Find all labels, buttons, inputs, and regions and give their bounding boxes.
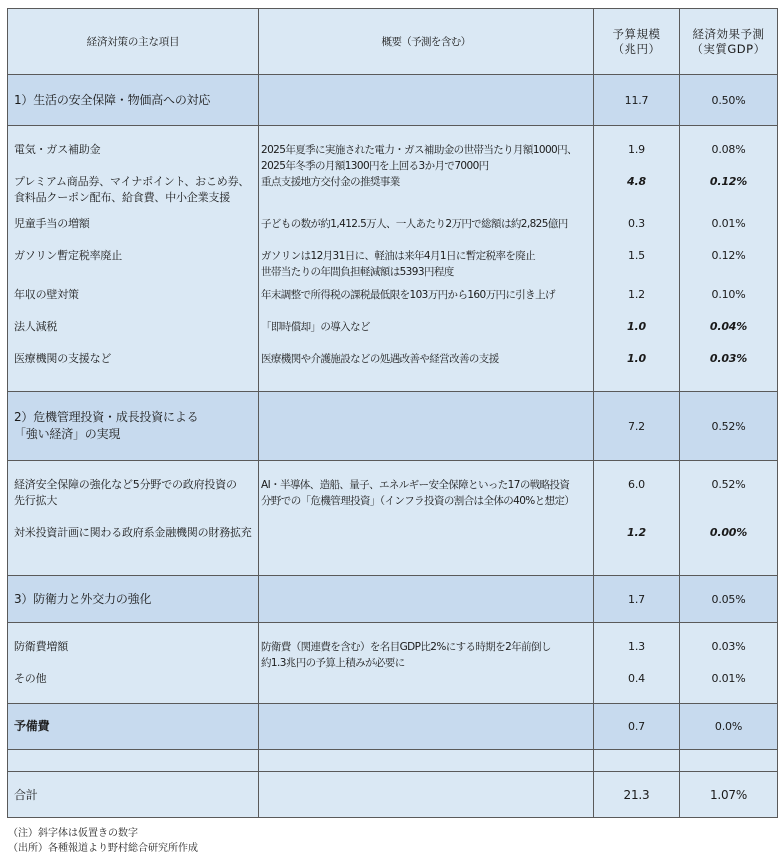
header-effect-line2: （実質GDP） [691,41,766,56]
reserve-summary-empty [259,704,594,750]
item-summary-line1: 医療機関や介護施設などの処遇改善や経営改善の支援 [261,353,499,365]
spacer-cell [8,750,259,772]
item-summary-line1: AI・半導体、造船、量子、エネルギー安全保障といった17の戦略投資 [261,479,570,491]
item-name [14,351,258,391]
section-summary-empty [259,392,594,461]
item-summary [261,319,593,351]
header-effect [680,9,778,75]
section-items-row [8,623,778,704]
item-names [8,126,259,392]
item-effect: 0.01% [711,672,746,685]
item-summary-line2: 約1.3兆円の予算上積みが必要に [261,657,405,669]
section-row [8,75,778,126]
item-summary [261,142,593,174]
item-summary-line1: 防衛費（関連費を含む）を名目GDP比2%にする時期を2年前倒し [261,641,551,653]
section-budget: 1.7 [594,576,680,623]
item-effect: 0.04% [709,320,748,333]
item-name-line1: 対米投資計画に関わる政府系金融機関の財務拡充 [14,526,252,539]
header-effect-line1: 経済効果予測 [692,26,765,41]
spacer-cell [594,750,680,772]
item-budget: 6.0 [628,478,645,491]
item-names [8,623,259,704]
section-title-line1: 3）防衛力と外交力の強化 [14,591,152,606]
item-name [14,216,258,248]
item-effect: 0.00% [709,526,748,539]
reserve-budget: 0.7 [594,704,680,750]
section-effect: 0.05% [680,576,778,623]
note-italic: （注）斜字体は仮置きの数字 [8,828,138,839]
footnotes [8,826,198,856]
item-summary [261,671,593,703]
item-budget: 1.0 [627,320,646,333]
item-effect: 0.10% [711,288,746,301]
section-title-line2: 「強い経済」の実現 [14,427,121,441]
header-item: 経済対策の主な項目 [8,9,259,75]
item-name [14,525,258,575]
item-name-line1: プレミアム商品券、マイナポイント、おこめ券、 [14,175,250,188]
item-budget: 1.9 [628,143,645,156]
item-name-line1: 防衛費増額 [14,640,68,653]
item-summary-line1: 子どもの数が約1,412.5万人、一人あたり2万円で総額は約2,825億円 [261,218,568,230]
item-summary-line2: 2025年冬季の月額1300円を上回る3か月で7000円 [261,160,489,172]
item-effect: 0.52% [711,478,746,491]
reserve-row [8,704,778,750]
item-summary [261,639,593,671]
item-summary [261,174,593,216]
section-summary-empty [259,75,594,126]
section-row [8,576,778,623]
total-label: 合計 [8,772,259,818]
section-budget: 7.2 [594,392,680,461]
total-budget: 21.3 [594,772,680,818]
item-budget: 0.4 [628,672,645,685]
section-title [8,75,259,126]
item-effects [680,461,778,576]
item-summary [261,477,593,525]
item-effects [680,623,778,704]
note-source: （出所）各種報道より野村総合研究所作成 [8,843,198,854]
total-effect: 1.07% [680,772,778,818]
section-items-row [8,461,778,576]
item-budget: 1.2 [628,288,645,301]
item-budget: 1.5 [628,249,645,262]
item-summary-line1: 「即時償却」の導入など [261,321,370,333]
spacer-cell [680,750,778,772]
item-name [14,142,258,174]
item-name-line2: 先行拡大 [14,494,58,507]
header-budget-line2: （兆円） [612,41,661,56]
item-name [14,477,258,525]
item-name [14,287,258,319]
item-budgets [594,126,680,392]
section-title [8,392,259,461]
spacer-row [8,750,778,772]
item-name-line1: 経済安全保障の強化など5分野での政府投資の [14,478,237,491]
item-effect: 0.08% [711,143,746,156]
item-name-line1: その他 [14,672,47,685]
item-budget: 0.3 [628,217,645,230]
item-effect: 0.12% [709,175,748,188]
item-name-line1: 年収の壁対策 [14,288,79,301]
item-summary [261,351,593,391]
item-effect: 0.12% [711,249,746,262]
item-effects [680,126,778,392]
item-effect: 0.03% [711,640,746,653]
item-summaries [259,126,594,392]
item-budgets [594,461,680,576]
item-name [14,248,258,287]
item-name-line1: 児童手当の増額 [14,217,90,230]
item-summary-line2: 世帯当たりの年間負担軽減額は5393円程度 [261,266,454,278]
item-budget: 4.8 [627,175,646,188]
item-summary [261,287,593,319]
economic-measures-table [7,8,778,818]
item-budget: 1.2 [627,526,646,539]
item-effect: 0.01% [711,217,746,230]
item-name-line2: 食料品クーポン配布、給食費、中小企業支援 [14,191,230,204]
item-budgets [594,623,680,704]
total-row [8,772,778,818]
item-summary-line2: 分野での「危機管理投資」（インフラ投資の割合は全体の40%と想定） [261,495,575,507]
item-summary-line1: 年末調整で所得税の課税最低限を103万円から160万円に引き上げ [261,289,555,301]
item-effect: 0.03% [709,352,748,365]
item-names [8,461,259,576]
header-budget-line1: 予算規模 [612,26,661,41]
reserve-effect: 0.0% [680,704,778,750]
item-name-line1: 電気・ガス補助金 [14,143,101,156]
header-budget [594,9,680,75]
item-budget: 1.3 [628,640,645,653]
item-summary [261,525,593,575]
section-effect: 0.52% [680,392,778,461]
reserve-label: 予備費 [8,704,259,750]
spacer-cell [259,750,594,772]
section-items-row [8,126,778,392]
item-summaries [259,461,594,576]
item-name-line1: 法人減税 [14,320,58,333]
item-summary-line1: ガソリンは12月31日に、軽油は来年4月1日に暫定税率を廃止 [261,250,536,262]
section-title [8,576,259,623]
header-row [8,9,778,75]
section-title-line1: 2）危機管理投資・成長投資による [14,410,199,424]
item-name [14,671,258,703]
item-name [14,639,258,671]
section-effect: 0.50% [680,75,778,126]
header-summary: 概要（予測を含む） [259,9,594,75]
section-title-line1: 1）生活の安全保障・物価高への対応 [14,92,211,107]
item-summary-line1: 重点支援地方交付金の推奨事業 [261,176,400,188]
item-summary [261,216,593,248]
section-summary-empty [259,576,594,623]
item-budget: 1.0 [627,352,646,365]
section-budget: 11.7 [594,75,680,126]
item-name-line1: 医療機関の支援など [14,352,112,365]
item-name [14,174,258,216]
total-summary-empty [259,772,594,818]
item-summaries [259,623,594,704]
item-summary [261,248,593,287]
item-name [14,319,258,351]
item-name-line1: ガソリン暫定税率廃止 [14,249,122,262]
section-row [8,392,778,461]
item-summary-line1: 2025年夏季に実施された電力・ガス補助金の世帯当たり月額1000円、 [261,144,577,156]
